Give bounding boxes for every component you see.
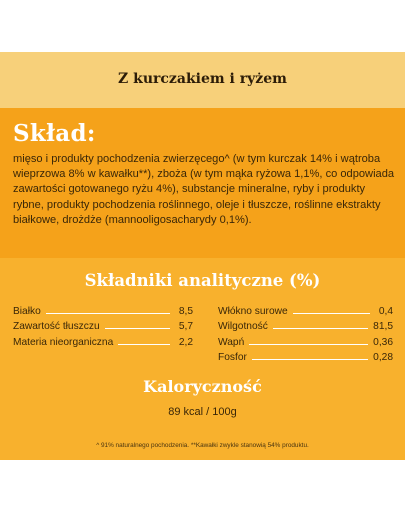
bottom-margin xyxy=(0,460,405,512)
analytical-heading: Składniki analityczne (%) xyxy=(84,271,321,290)
nutrient-label: Białko xyxy=(13,305,41,317)
nutrient-row-ash xyxy=(13,332,193,348)
product-variant-title: Z kurczakiem i ryżem xyxy=(118,71,287,87)
leader-line xyxy=(105,328,170,329)
nutrient-label: Materia nieorganiczna xyxy=(13,336,114,348)
nutrient-label: Wapń xyxy=(218,336,245,348)
nutrient-value: 2,2 xyxy=(178,336,193,348)
nutrient-value: 0,36 xyxy=(373,336,393,348)
nutrient-value: 8,5 xyxy=(178,305,193,317)
nutrient-row-calcium xyxy=(218,332,393,348)
nutrient-label: Włókno surowe xyxy=(218,305,288,317)
leader-line xyxy=(252,359,368,360)
composition-heading: Skład: xyxy=(13,120,96,147)
nutrient-label: Zawartość tłuszczu xyxy=(13,321,100,332)
leader-line xyxy=(46,313,170,314)
analytical-right-column xyxy=(218,301,393,363)
nutrient-label: Fosfor xyxy=(218,352,247,363)
title-band xyxy=(0,52,405,108)
leader-line xyxy=(118,344,170,345)
leader-line xyxy=(293,313,370,314)
nutrient-row-phosphorus xyxy=(218,348,393,364)
nutrient-row-moisture xyxy=(218,317,393,333)
nutrient-value: 0,28 xyxy=(373,352,393,363)
nutrient-label: Wilgotność xyxy=(218,321,268,332)
analytical-left-column xyxy=(13,301,193,348)
top-margin xyxy=(0,0,405,52)
leader-line xyxy=(249,344,368,345)
composition-text: mięso i produkty pochodzenia zwierzęcego^ (w tym kurczak 14% i wątroba wieprzowa 8% w kawałku**), zboża (w tym mąka ryżowa 1,1%, co odpowiada zawartości gotowanego ryżu 4%), substancje mineralne, ryby i produkty rybne, produkty pochodzenia roślinnego, oleje i tłuszcze, roślinne ekstrakty białkowe, drożdże (mannooligosacharydy 0,1%). xyxy=(13,153,395,226)
nutrient-value: 0,4 xyxy=(378,305,393,317)
nutrient-value: 5,7 xyxy=(178,321,193,332)
composition-section xyxy=(0,108,405,258)
leader-line xyxy=(273,328,368,329)
footnote-text: ^ 91% naturalnego pochodzenia. **Kawałki zwykle stanowią 54% produktu. xyxy=(96,442,309,449)
nutrient-row-fibre xyxy=(218,301,393,317)
nutrient-row-fat xyxy=(13,317,193,333)
nutrient-value: 81,5 xyxy=(373,321,393,332)
analytical-section xyxy=(0,258,405,430)
calories-value: 89 kcal / 100g xyxy=(168,406,237,418)
nutrient-row-protein xyxy=(13,301,193,317)
calories-heading: Kaloryczność xyxy=(143,377,262,396)
footnote-section xyxy=(0,430,405,460)
